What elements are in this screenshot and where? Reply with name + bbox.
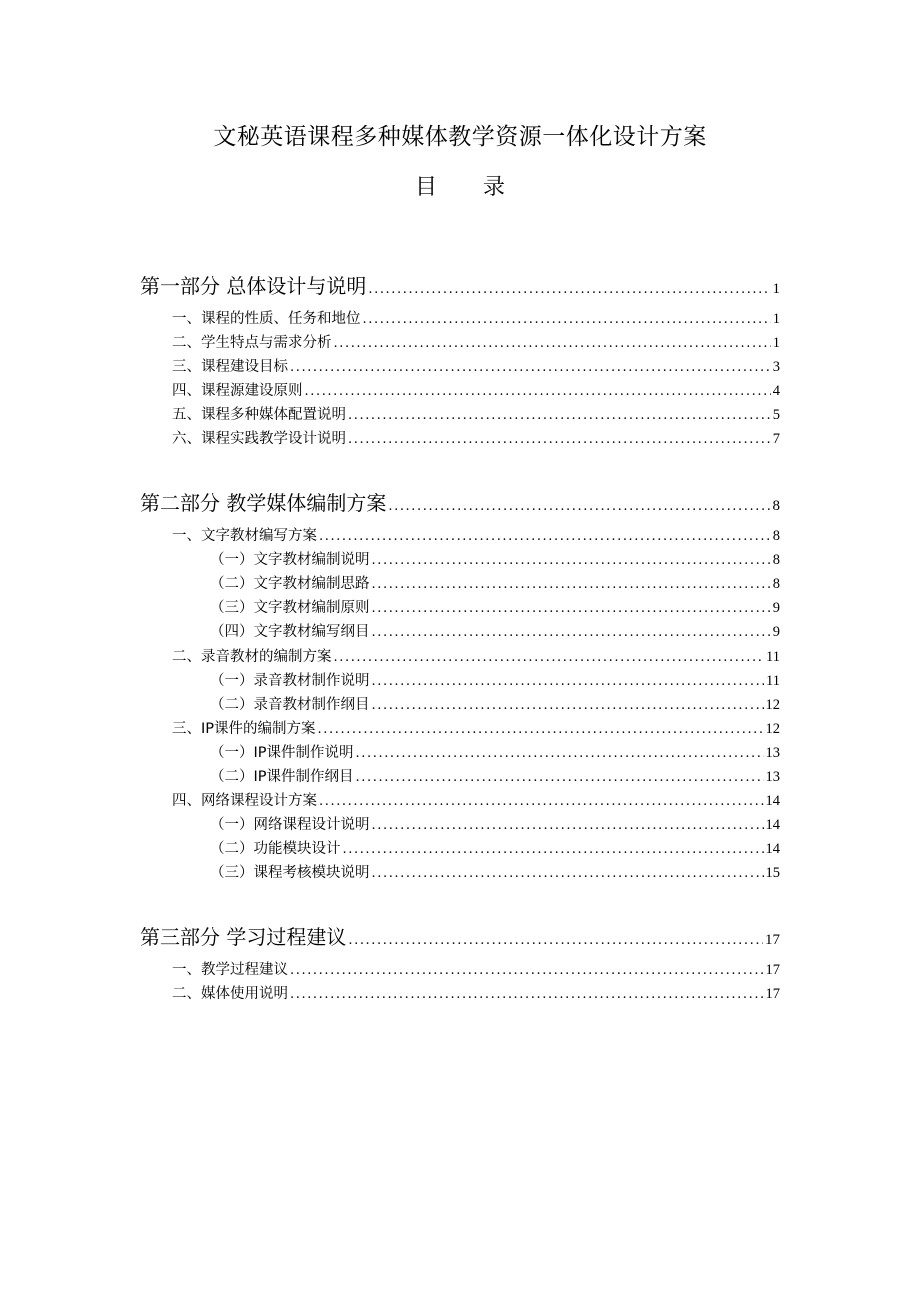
- toc-page-number: 15: [765, 865, 780, 881]
- toc-page-number: 9: [772, 624, 780, 640]
- toc-entry[interactable]: [0, 813, 920, 837]
- toc-page-number: 1: [772, 281, 780, 297]
- toc-page-number: 1: [772, 311, 780, 327]
- toc-leader-dots: [388, 499, 770, 514]
- toc-entry-text: 四、网络课程设计方案: [172, 793, 317, 809]
- toc-leader-dots: [343, 842, 764, 857]
- toc-entry-text: （三）课程考核模块说明: [210, 865, 370, 881]
- toc-page-number: 3: [772, 359, 780, 375]
- toc-entry-text: 六、课程实践教学设计说明: [172, 431, 346, 447]
- toc-page-number: 17: [765, 932, 780, 948]
- toc-entry[interactable]: [0, 837, 920, 861]
- toc-leader-dots: [363, 312, 771, 327]
- toc-entry[interactable]: [0, 427, 920, 451]
- toc-leader-dots: [348, 933, 763, 948]
- toc-leader-dots: [356, 770, 764, 785]
- toc-entry-text: 一、课程的性质、任务和地位: [172, 311, 361, 327]
- toc-leader-dots: [372, 818, 764, 833]
- toc-entry[interactable]: [0, 958, 920, 982]
- toc-entry-text: （一）录音教材制作说明: [210, 673, 370, 689]
- toc-page-number: 17: [765, 962, 780, 978]
- toc-page-number: 1: [772, 335, 780, 351]
- toc-leader-dots: [305, 384, 771, 399]
- toc-entry[interactable]: [0, 620, 920, 644]
- toc-page-number: 11: [766, 649, 780, 665]
- toc-entry-part-3[interactable]: [0, 921, 920, 949]
- toc-page-number: 12: [765, 697, 780, 713]
- toc-entry-text: （一）IP课件制作说明: [210, 745, 354, 761]
- toc-entry[interactable]: [0, 789, 920, 813]
- toc-entry[interactable]: [0, 717, 920, 741]
- toc-leader-dots: [372, 866, 764, 881]
- toc-leader-dots: [368, 282, 770, 297]
- toc-entry[interactable]: [0, 572, 920, 596]
- toc-leader-dots: [372, 674, 765, 689]
- toc-entry-text: 一、文字教材编写方案: [172, 528, 317, 544]
- toc-entry-text: 二、录音教材的编制方案: [172, 649, 332, 665]
- toc-entry[interactable]: [0, 379, 920, 403]
- toc-entry-text: （四）文字教材编写纲目: [210, 624, 370, 640]
- toc-page-number: 14: [765, 841, 780, 857]
- toc-entry[interactable]: [0, 331, 920, 355]
- toc-entry[interactable]: [0, 982, 920, 1006]
- toc-leader-dots: [372, 577, 771, 592]
- toc-entry-text: 五、课程多种媒体配置说明: [172, 407, 346, 423]
- toc-leader-dots: [334, 650, 765, 665]
- toc-leader-dots: [334, 336, 771, 351]
- toc-entry[interactable]: [0, 669, 920, 693]
- toc-page-number: 7: [772, 431, 780, 447]
- toc-page-number: 12: [765, 721, 780, 737]
- toc-page-number: 5: [772, 407, 780, 423]
- toc-entry-text: 四、课程源建设原则: [172, 383, 303, 399]
- toc-page-number: 8: [772, 576, 780, 592]
- toc-entry-text: （二）功能模块设计: [210, 841, 341, 857]
- toc-leader-dots: [372, 553, 771, 568]
- toc-entry-text: 二、媒体使用说明: [172, 986, 288, 1002]
- toc-entry[interactable]: [0, 765, 920, 789]
- toc-leader-dots: [290, 987, 764, 1002]
- toc-entry[interactable]: [0, 524, 920, 548]
- toc-entry[interactable]: [0, 307, 920, 331]
- toc-leader-dots: [372, 601, 771, 616]
- toc-entry-text: （二）录音教材制作纲目: [210, 697, 370, 713]
- toc-entry-text: （三）文字教材编制原则: [210, 600, 370, 616]
- toc-page-number: 13: [765, 769, 780, 785]
- toc-page-number: 4: [772, 383, 780, 399]
- toc-entry-text: 第二部分 教学媒体编制方案: [140, 491, 387, 515]
- toc-leader-dots: [290, 963, 764, 978]
- toc-page-number: 17: [765, 986, 780, 1002]
- toc-entry-text: 三、IP课件的编制方案: [172, 721, 316, 737]
- toc-page-number: 11: [766, 673, 780, 689]
- toc-page-number: 8: [772, 528, 780, 544]
- toc-leader-dots: [348, 432, 771, 447]
- toc-entry[interactable]: [0, 355, 920, 379]
- toc-page-number: 13: [765, 745, 780, 761]
- toc-leader-dots: [319, 794, 764, 809]
- toc-entry[interactable]: [0, 596, 920, 620]
- toc-page-number: 8: [772, 498, 780, 514]
- toc-leader-dots: [372, 698, 764, 713]
- toc-entry-text: （一）网络课程设计说明: [210, 817, 370, 833]
- toc-page-number: 8: [772, 552, 780, 568]
- toc-leader-dots: [356, 746, 764, 761]
- toc-entry[interactable]: [0, 403, 920, 427]
- toc-leader-dots: [319, 529, 771, 544]
- toc-entry-text: 二、学生特点与需求分析: [172, 335, 332, 351]
- toc-entry[interactable]: [0, 741, 920, 765]
- toc-entry-text: （一）文字教材编制说明: [210, 552, 370, 568]
- toc-page-number: 14: [765, 793, 780, 809]
- toc-entry-text: （二）文字教材编制思路: [210, 576, 370, 592]
- toc-entry-text: 一、教学过程建议: [172, 962, 288, 978]
- toc-entry[interactable]: [0, 645, 920, 669]
- toc-page-number: 9: [772, 600, 780, 616]
- toc-entry-part-1[interactable]: [0, 270, 920, 298]
- toc-entry[interactable]: [0, 693, 920, 717]
- document-title: 文秘英语课程多种媒体教学资源一体化设计方案: [213, 124, 707, 150]
- toc-heading: 目录: [414, 175, 551, 200]
- toc-entry-part-2[interactable]: [0, 487, 920, 515]
- toc-entry[interactable]: [0, 861, 920, 885]
- toc-page-number: 14: [765, 817, 780, 833]
- toc-leader-dots: [348, 408, 771, 423]
- toc-leader-dots: [318, 722, 764, 737]
- toc-leader-dots: [372, 625, 771, 640]
- toc-entry[interactable]: [0, 548, 920, 572]
- toc-entry-text: 第三部分 学习过程建议: [140, 925, 347, 949]
- toc-leader-dots: [290, 360, 771, 375]
- toc-entry-text: 第一部分 总体设计与说明: [140, 274, 367, 298]
- toc-entry-text: 三、课程建设目标: [172, 359, 288, 375]
- toc-entry-text: （二）IP课件制作纲目: [210, 769, 354, 785]
